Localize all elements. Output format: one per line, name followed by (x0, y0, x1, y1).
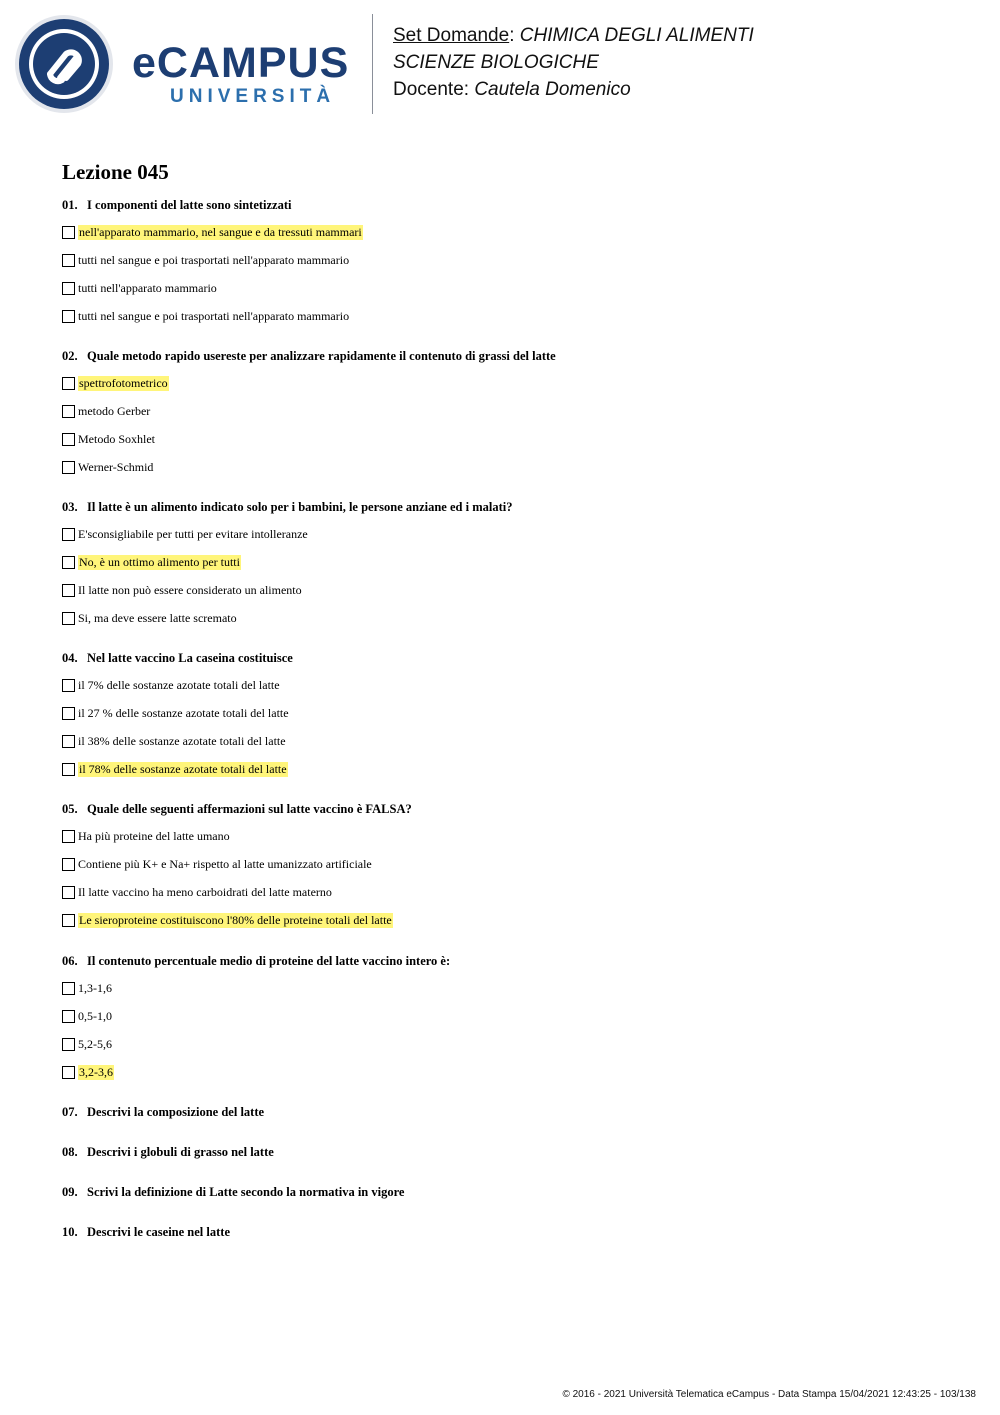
header-info: Set Domande: CHIMICA DEGLI ALIMENTI SCIENZE BIOLOGICHE Docente: Cautela Domenico (393, 25, 754, 100)
answer-checkbox[interactable] (62, 886, 75, 899)
question-number: 10. (62, 1225, 78, 1239)
answer-checkbox[interactable] (62, 1066, 75, 1079)
question-text: Quale delle seguenti affermazioni sul latte vaccino è FALSA? (87, 802, 412, 816)
course-name: SCIENZE BIOLOGICHE (393, 52, 599, 73)
answer-option[interactable] (62, 828, 230, 844)
answer-option[interactable] (62, 884, 332, 900)
answer-option[interactable] (62, 308, 349, 324)
answer-option[interactable] (62, 1008, 112, 1024)
question-number: 01. (62, 198, 78, 212)
question-text: Nel latte vaccino La caseina costituisce (87, 651, 293, 665)
question-text: Descrivi la composizione del latte (87, 1105, 265, 1119)
answer-option[interactable] (62, 526, 308, 542)
answer-label: tutti nel sangue e poi trasportati nell'apparato mammario (78, 252, 350, 267)
set-value: CHIMICA DEGLI ALIMENTI (519, 25, 754, 46)
lesson-title: Lezione 045 (62, 160, 169, 184)
answer-option[interactable] (62, 980, 112, 996)
answer-checkbox[interactable] (62, 612, 75, 625)
question-number: 08. (62, 1145, 78, 1159)
brand-name: eCAMPUS (132, 39, 350, 87)
answer-option[interactable] (62, 224, 363, 240)
answer-label: il 7% delle sostanze azotate totali del latte (78, 677, 280, 692)
question-9 (62, 1185, 404, 1200)
answer-checkbox[interactable] (62, 584, 75, 597)
brand-subtitle: UNIVERSITÀ (170, 86, 336, 107)
answer-option[interactable] (62, 582, 302, 598)
question-number: 07. (62, 1105, 78, 1119)
answer-label: Ha più proteine del latte umano (78, 828, 230, 843)
answer-checkbox[interactable] (62, 556, 75, 569)
page-header (0, 0, 1000, 130)
question-text: Il latte è un alimento indicato solo per i bambini, le persone anziane ed i malati? (87, 500, 513, 514)
teacher-label: Docente: (393, 79, 470, 100)
question-1 (62, 198, 292, 213)
brand (132, 40, 357, 108)
answer-option[interactable] (62, 610, 237, 626)
answer-option[interactable] (62, 554, 241, 570)
question-7 (62, 1105, 264, 1120)
answer-label: Werner-Schmid (78, 459, 154, 474)
question-6 (62, 954, 450, 969)
answer-checkbox[interactable] (62, 858, 75, 871)
answer-checkbox[interactable] (62, 679, 75, 692)
question-text: Scrivi la definizione di Latte secondo la normativa in vigore (87, 1185, 405, 1199)
answer-checkbox[interactable] (62, 528, 75, 541)
answer-label: Il latte vaccino ha meno carboidrati del latte materno (78, 884, 332, 899)
question-text: Descrivi le caseine nel latte (87, 1225, 231, 1239)
answer-label-correct: spettrofotometrico (79, 375, 168, 390)
answer-label: tutti nel sangue e poi trasportati nell'apparato mammario (78, 308, 350, 323)
answer-checkbox[interactable] (62, 461, 75, 474)
answer-label: tutti nell'apparato mammario (78, 280, 217, 295)
set-label: Set Domande (393, 25, 510, 46)
question-number: 04. (62, 651, 78, 665)
answer-option[interactable] (62, 403, 150, 419)
question-number: 03. (62, 500, 78, 514)
answer-option[interactable] (62, 252, 349, 268)
answer-checkbox[interactable] (62, 405, 75, 418)
question-4 (62, 651, 293, 666)
teacher-name: Cautela Domenico (474, 79, 631, 100)
answer-checkbox[interactable] (62, 282, 75, 295)
answer-label: il 38% delle sostanze azotate totali del latte (78, 733, 286, 748)
answer-checkbox[interactable] (62, 310, 75, 323)
question-8 (62, 1145, 274, 1160)
question-3 (62, 500, 512, 515)
answer-label: Contiene più K+ e Na+ rispetto al latte umanizzato artificiale (78, 856, 372, 871)
answer-checkbox[interactable] (62, 914, 75, 927)
question-text: I componenti del latte sono sintetizzati (87, 198, 292, 212)
answer-label-correct: il 78% delle sostanze azotate totali del latte (79, 761, 287, 776)
answer-label: il 27 % delle sostanze azotate totali del latte (78, 705, 289, 720)
answer-checkbox[interactable] (62, 735, 75, 748)
answer-label-correct: Le sieroproteine costituiscono l'80% delle proteine totali del latte (79, 912, 392, 927)
answer-checkbox[interactable] (62, 254, 75, 267)
answer-checkbox[interactable] (62, 763, 75, 776)
answer-label: 5,2-5,6 (78, 1036, 112, 1051)
question-2 (62, 349, 556, 364)
question-number: 05. (62, 802, 78, 816)
page-footer: © 2016 - 2021 Università Telematica eCampus - Data Stampa 15/04/2021 12:43:25 - 103/138 (562, 1389, 976, 1400)
question-5 (62, 802, 412, 817)
answer-option[interactable] (62, 431, 155, 447)
question-10 (62, 1225, 230, 1240)
answer-checkbox[interactable] (62, 830, 75, 843)
answer-label-correct: No, è un ottimo alimento per tutti (79, 554, 240, 569)
answer-checkbox[interactable] (62, 226, 75, 239)
answer-label: Metodo Soxhlet (78, 431, 155, 446)
answer-checkbox[interactable] (62, 982, 75, 995)
answer-option[interactable] (62, 1064, 114, 1080)
answer-option[interactable] (62, 856, 372, 872)
answer-option[interactable] (62, 733, 286, 749)
answer-checkbox[interactable] (62, 433, 75, 446)
answer-label-correct: 3,2-3,6 (79, 1064, 113, 1079)
answer-checkbox[interactable] (62, 707, 75, 720)
header-divider (372, 14, 373, 114)
answer-label-correct: nell'apparato mammario, nel sangue e da tressuti mammari (79, 224, 362, 239)
question-text: Quale metodo rapido usereste per analizzare rapidamente il contenuto di grassi del latte (87, 349, 556, 363)
answer-option[interactable] (62, 761, 288, 777)
answer-checkbox[interactable] (62, 377, 75, 390)
answer-option[interactable] (62, 705, 289, 721)
answer-checkbox[interactable] (62, 1038, 75, 1051)
answer-option[interactable] (62, 375, 169, 391)
answer-option[interactable] (62, 459, 153, 475)
answer-option[interactable] (62, 280, 217, 296)
answer-option[interactable] (62, 912, 393, 928)
question-number: 02. (62, 349, 78, 363)
answer-label: 1,3-1,6 (78, 980, 112, 995)
question-number: 09. (62, 1185, 78, 1199)
answer-label: Si, ma deve essere latte scremato (78, 610, 237, 625)
ecampus-logo-icon (14, 14, 114, 114)
question-number: 06. (62, 954, 78, 968)
answer-label: E'sconsigliabile per tutti per evitare intolleranze (78, 526, 308, 541)
answer-option[interactable] (62, 677, 280, 693)
answer-label: Il latte non può essere considerato un alimento (78, 582, 302, 597)
answer-checkbox[interactable] (62, 1010, 75, 1023)
question-text: Descrivi i globuli di grasso nel latte (87, 1145, 274, 1159)
answer-label: 0,5-1,0 (78, 1008, 112, 1023)
answer-label: metodo Gerber (78, 403, 151, 418)
question-text: Il contenuto percentuale medio di proteine del latte vaccino intero è: (87, 954, 451, 968)
answer-option[interactable] (62, 1036, 112, 1052)
